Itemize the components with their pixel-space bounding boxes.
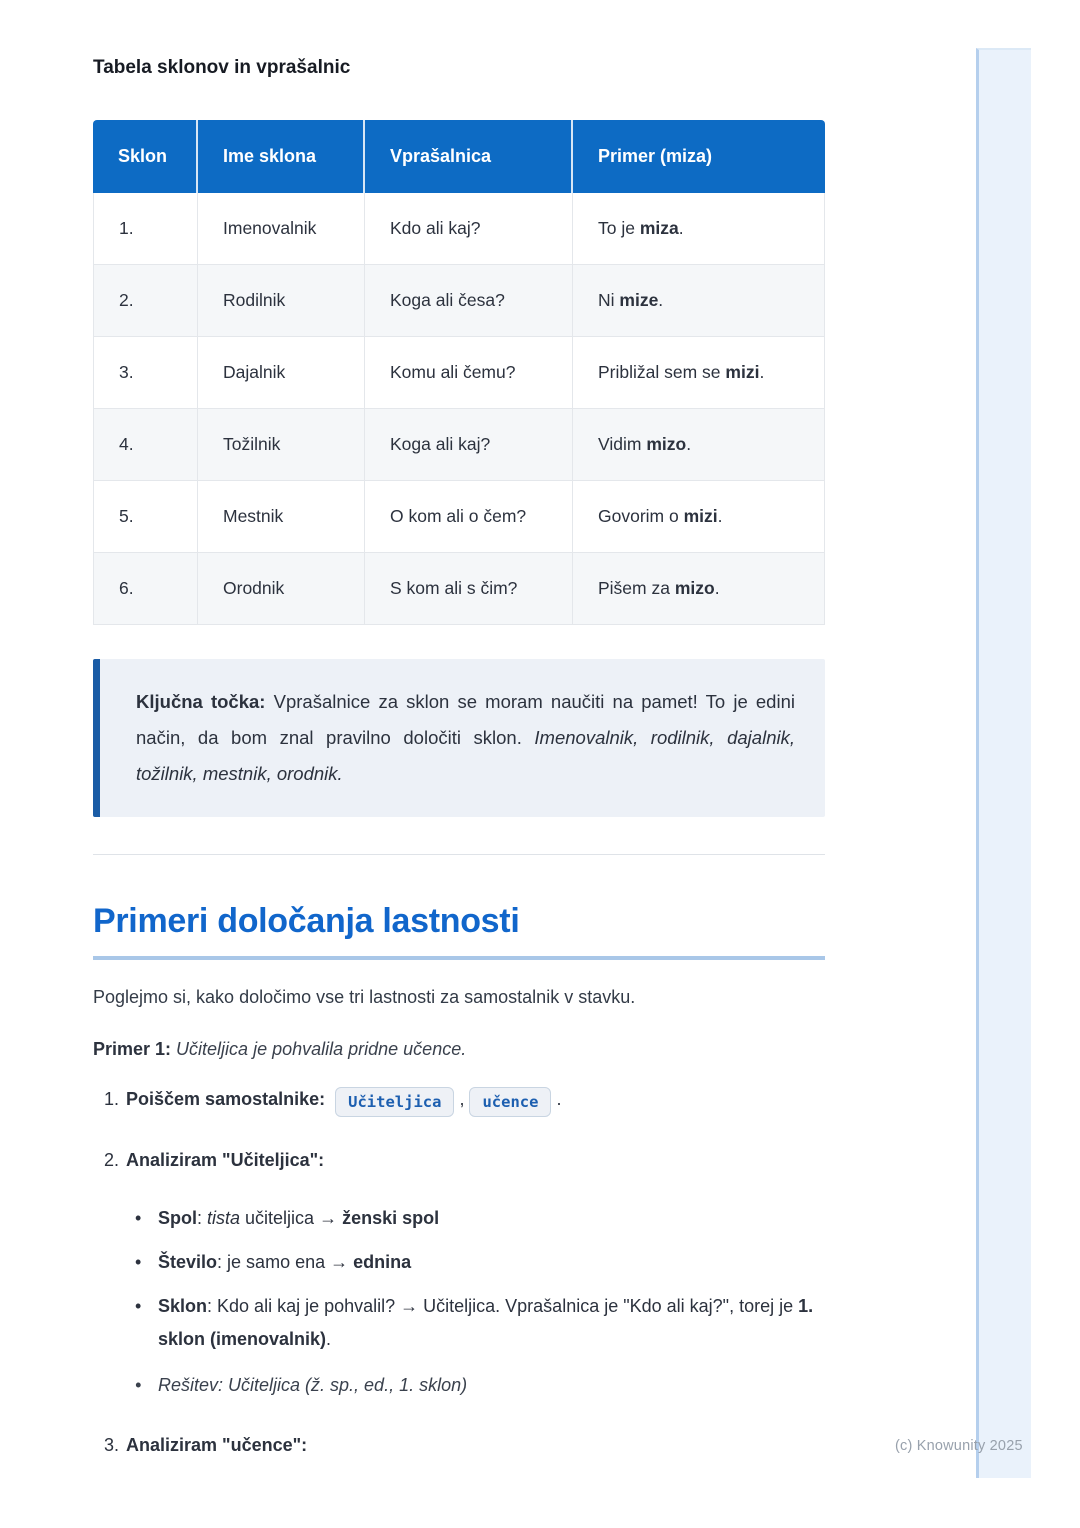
cell-num: 6. [93,553,198,625]
col-header-sklon: Sklon [93,120,198,193]
cell-example: Približal sem se mizi. [573,337,825,409]
table-row [93,409,825,481]
step-3 [93,1433,825,1457]
table-header-row [93,120,825,193]
table-row [93,265,825,337]
col-header-ime-sklona: Ime sklona [198,120,365,193]
bullet-stevilo: • Število: je samo ena → ednina [104,1246,825,1279]
section-intro: Poglejmo si, kako določimo vse tri lastnosti za samostalnik v stavku. [93,987,636,1007]
chip-separator: , [459,1089,465,1109]
cell-num: 4. [93,409,198,481]
noun-chip-ucence: učence [469,1087,551,1117]
bullet-resitev: • Rešitev: Učiteljica (ž. sp., ed., 1. sklon) [104,1369,825,1402]
analysis-bullets [104,1202,825,1402]
primer-label: Primer 1: [93,1039,172,1059]
steps-list [93,1087,825,1457]
cell-example: Ni mize. [573,265,825,337]
bullet-marker: • [135,1296,142,1316]
heading-underline [93,956,825,960]
cell-example: Vidim mizo. [573,409,825,481]
cell-question: S kom ali s čim? [365,553,573,625]
doc-title: Tabela sklonov in vprašalnic [93,57,351,78]
cell-question: Koga ali kaj? [365,409,573,481]
cases-table [93,120,825,625]
callout-italic: Imenovalnik, rodilnik, dajalnik, tožilnik, mestnik, orodnik. [136,727,795,784]
cell-num: 1. [93,193,198,265]
section-heading: Primeri določanja lastnosti [93,902,520,940]
cell-example: Pišem za mizo. [573,553,825,625]
step-number: 3. [104,1435,120,1455]
table-row [93,193,825,265]
cell-case-name: Rodilnik [198,265,365,337]
section-divider [93,854,825,855]
cell-example: To je miza. [573,193,825,265]
bullet-marker: • [135,1375,142,1395]
cell-num: 2. [93,265,198,337]
cell-num: 5. [93,481,198,553]
cell-case-name: Imenovalnik [198,193,365,265]
table-row [93,337,825,409]
bullet-marker: • [135,1252,142,1272]
cell-case-name: Orodnik [198,553,365,625]
cell-num: 3. [93,337,198,409]
step-number: 2. [104,1150,120,1170]
callout-body: Vprašalnice za sklon se moram naučiti na pamet! To je edini način, da bom znal pravilno določiti sklon. [136,691,795,748]
step-label: Analiziram "Učiteljica": [126,1150,325,1170]
bullet-spol: • Spol: tista učiteljica → ženski spol [104,1202,825,1235]
step-number: 1. [104,1089,120,1109]
col-header-vprasalnica: Vprašalnica [365,120,573,193]
cell-case-name: Dajalnik [198,337,365,409]
cell-question: Komu ali čemu? [365,337,573,409]
copyright-footer: (c) Knowunity 2025 [895,1438,1023,1454]
cell-question: Kdo ali kaj? [365,193,573,265]
cell-example: Govorim o mizi. [573,481,825,553]
cell-question: O kom ali o čem? [365,481,573,553]
primer-line [93,1039,825,1060]
step-label: Poiščem samostalnike: [126,1089,326,1109]
table-row [93,481,825,553]
noun-chip-uciteljica: Učiteljica [335,1087,454,1117]
cell-case-name: Tožilnik [198,409,365,481]
bullet-sklon: • Sklon: Kdo ali kaj je pohvalil? → Učiteljica. Vprašalnica je "Kdo ali kaj?", torej je 1. sklon (imenovalnik). [104,1290,825,1356]
scrollbar-track[interactable] [976,48,1031,1478]
step-terminator: . [556,1089,562,1109]
step-1 [93,1087,825,1117]
table-row [93,553,825,625]
step-label: Analiziram "učence": [126,1435,308,1455]
step-2 [93,1148,825,1402]
cell-case-name: Mestnik [198,481,365,553]
key-point-callout [93,659,825,817]
document-page [93,0,825,1488]
primer-sentence: Učiteljica je pohvalila pridne učence. [171,1039,467,1059]
callout-label: Ključna točka: [136,691,266,712]
cell-question: Koga ali česa? [365,265,573,337]
bullet-marker: • [135,1208,142,1228]
col-header-primer: Primer (miza) [573,120,825,193]
